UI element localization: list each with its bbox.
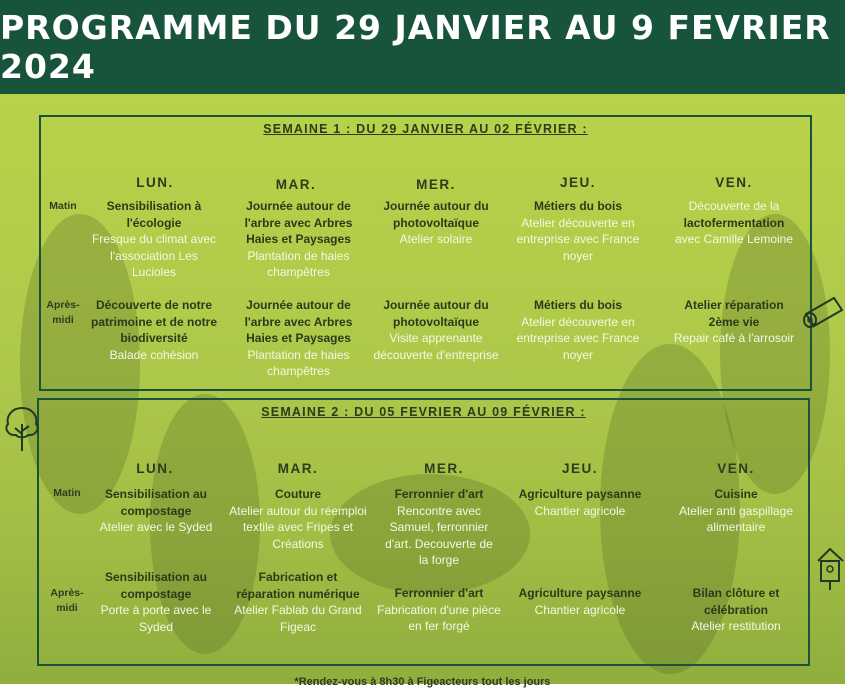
activity-cell [669, 198, 799, 248]
activity-desc: Atelier découverte en entreprise avec France noyer [516, 314, 640, 362]
activity-desc: Visite apprenante découverte d'entreprise [373, 331, 499, 362]
activity-intro: Découverte de la [688, 199, 780, 213]
activity-desc: Porte à porte avec le Syded [100, 603, 212, 634]
activity-desc: Atelier Fablab du Grand Figeac [234, 603, 362, 634]
activity-desc: Plantation de haies champêtres [247, 248, 350, 279]
day-label: MAR. [277, 461, 319, 476]
activity-title: Sensibilisation au compostage [104, 570, 208, 601]
activity-title: Journée autour de l'arbre avec Arbres Haies et Paysages [244, 298, 353, 345]
day-label: VEN. [715, 175, 753, 190]
activity-title: Fabrication et réparation numérique [236, 570, 360, 601]
day-label: MER. [424, 461, 464, 476]
activity-cell [89, 198, 219, 281]
activity-title: Couture [275, 487, 321, 501]
tree-icon [2, 404, 42, 454]
activity-desc: Atelier avec le Syded [99, 520, 213, 534]
birdhouse-icon [815, 545, 845, 591]
week-2-panel [37, 398, 810, 666]
activity-cell [231, 297, 366, 380]
week-1-panel [39, 115, 812, 391]
day-label: LUN. [136, 175, 174, 190]
activity-title: Agriculture paysanne [518, 487, 642, 501]
day-label: MER. [416, 177, 456, 192]
activity-cell [229, 486, 367, 552]
activity-cell [671, 486, 801, 536]
activity-title: Journée autour de l'arbre avec Arbres Haies et Paysages [244, 199, 353, 246]
activity-desc: Balade cohésion [109, 347, 199, 362]
week-title: SEMAINE 1 : DU 29 JANVIER AU 02 FÉVRIER : [263, 122, 588, 136]
activity-title: Métiers du bois [533, 298, 622, 312]
activity-cell [229, 569, 367, 635]
activity-cell [513, 297, 643, 363]
slot-label: Matin [53, 487, 81, 499]
activity-title: Journée autour du photovoltaïque [383, 298, 489, 329]
header-banner [0, 0, 845, 94]
activity-title: Cuisine [714, 487, 758, 501]
activity-title: Journée autour du photovoltaïque [383, 199, 489, 230]
activity-cell [89, 297, 219, 363]
slot-label: Après-midi [46, 299, 80, 326]
activity-title: lactofermentation [683, 215, 785, 230]
slot-label: Matin [49, 200, 77, 212]
activity-desc: Plantation de haies champêtres [247, 347, 350, 378]
activity-title: Métiers du bois [533, 199, 622, 213]
activity-cell [231, 198, 366, 281]
activity-desc: Chantier agricole [534, 602, 626, 617]
activity-cell [371, 297, 501, 363]
log-icon [800, 292, 845, 330]
activity-cell [671, 585, 801, 635]
activity-cell [91, 486, 221, 536]
activity-cell [513, 198, 643, 264]
day-label: JEU. [559, 175, 596, 190]
activity-title: Sensibilisation au compostage [104, 487, 208, 518]
day-label: JEU. [561, 461, 598, 476]
activity-desc: Atelier restitution [691, 619, 781, 633]
activity-cell [91, 569, 221, 635]
activity-desc: Fabrication d'une pièce en fer forgé [377, 602, 501, 633]
activity-title: Agriculture paysanne [518, 586, 642, 600]
activity-desc: Rencontre avec Samuel, ferronnier d'art. Decouverte de la forge [385, 503, 493, 567]
activity-desc: Fresque du climat avec l'association Les Lucioles [91, 232, 217, 279]
activity-desc: Atelier solaire [399, 232, 473, 246]
slot-label: Après-midi [50, 587, 84, 614]
activity-desc: Atelier anti gaspillage alimentaire [678, 503, 794, 534]
activity-title: Ferronnier d'art [394, 487, 484, 501]
activity-title: Ferronnier d'art [394, 586, 484, 600]
day-label: MAR. [275, 177, 317, 192]
activity-cell [371, 198, 501, 248]
activity-desc: Atelier découverte en entreprise avec France noyer [516, 215, 640, 263]
activity-title: Découverte de notre patrimoine et de notre biodiversité [90, 298, 218, 345]
day-label: LUN. [136, 461, 174, 476]
footer-note: *Rendez-vous à 8h30 à Figeacteurs tout les jours [294, 676, 551, 688]
activity-cell [374, 585, 504, 635]
activity-cell [669, 297, 799, 347]
activity-desc: Atelier autour du réemploi textile avec Fripes et Créations [229, 503, 367, 551]
day-label: VEN. [717, 461, 755, 476]
activity-cell [515, 486, 645, 519]
activity-title: Atelier réparation 2ème vie [684, 298, 784, 329]
activity-desc: Repair café à l'arrosoir [673, 331, 795, 345]
page-title: PROGRAMME DU 29 JANVIER AU 9 FEVRIER 2024 [0, 8, 831, 86]
activity-desc: Chantier agricole [534, 503, 626, 518]
activity-desc: avec Camille Lemoine [674, 232, 794, 246]
activity-cell [379, 486, 499, 569]
activity-cell [515, 585, 645, 618]
activity-title: Sensibilisation à l'écologie [106, 199, 202, 230]
activity-title: Bilan clôture et célébration [692, 586, 780, 617]
week-title: SEMAINE 2 : DU 05 FEVRIER AU 09 FÉVRIER : [261, 405, 586, 419]
